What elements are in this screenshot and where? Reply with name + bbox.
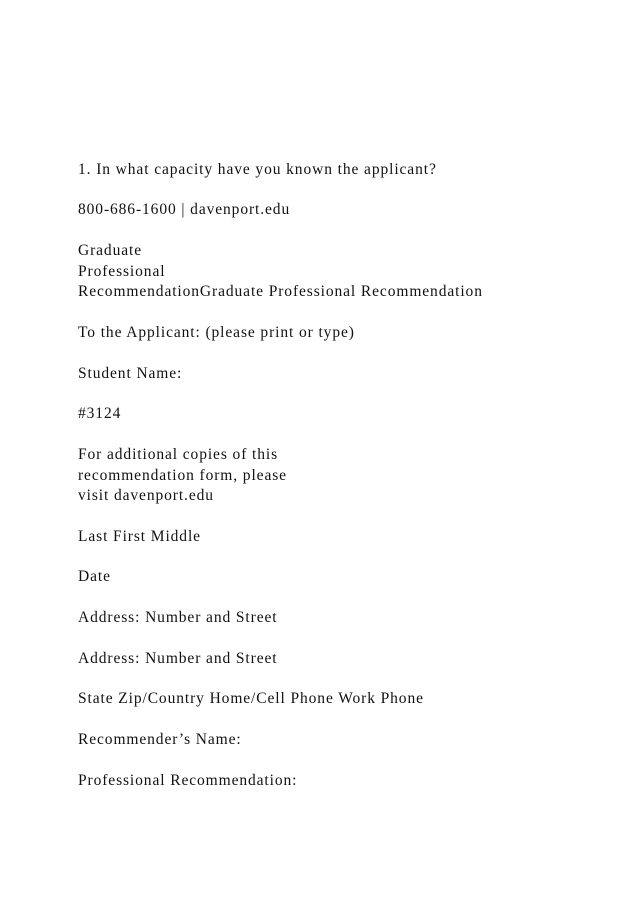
student-name-label: Student Name: xyxy=(78,365,183,382)
form-title-line-3: RecommendationGraduate Professional Recommendation xyxy=(78,283,483,300)
applicant-instruction: To the Applicant: (please print or type) xyxy=(78,324,355,341)
contact-line: 800-686-1600 | davenport.edu xyxy=(78,201,291,218)
state-zip-phone-label: State Zip/Country Home/Cell Phone Work Phone xyxy=(78,690,424,707)
form-title-line-2: Professional xyxy=(78,263,166,280)
date-label: Date xyxy=(78,568,111,585)
form-number: #3124 xyxy=(78,405,122,422)
copies-note-line-3: visit davenport.edu xyxy=(78,487,214,504)
professional-recommendation-label: Professional Recommendation: xyxy=(78,772,298,789)
address-label-2: Address: Number and Street xyxy=(78,650,278,667)
name-parts-label: Last First Middle xyxy=(78,528,201,545)
form-title-line-1: Graduate xyxy=(78,242,143,259)
address-label-1: Address: Number and Street xyxy=(78,609,278,626)
copies-note-line-2: recommendation form, please xyxy=(78,467,287,484)
capacity-question: 1. In what capacity have you known the applicant? xyxy=(78,161,437,178)
recommender-name-label: Recommender’s Name: xyxy=(78,731,242,748)
copies-note-line-1: For additional copies of this xyxy=(78,446,279,463)
